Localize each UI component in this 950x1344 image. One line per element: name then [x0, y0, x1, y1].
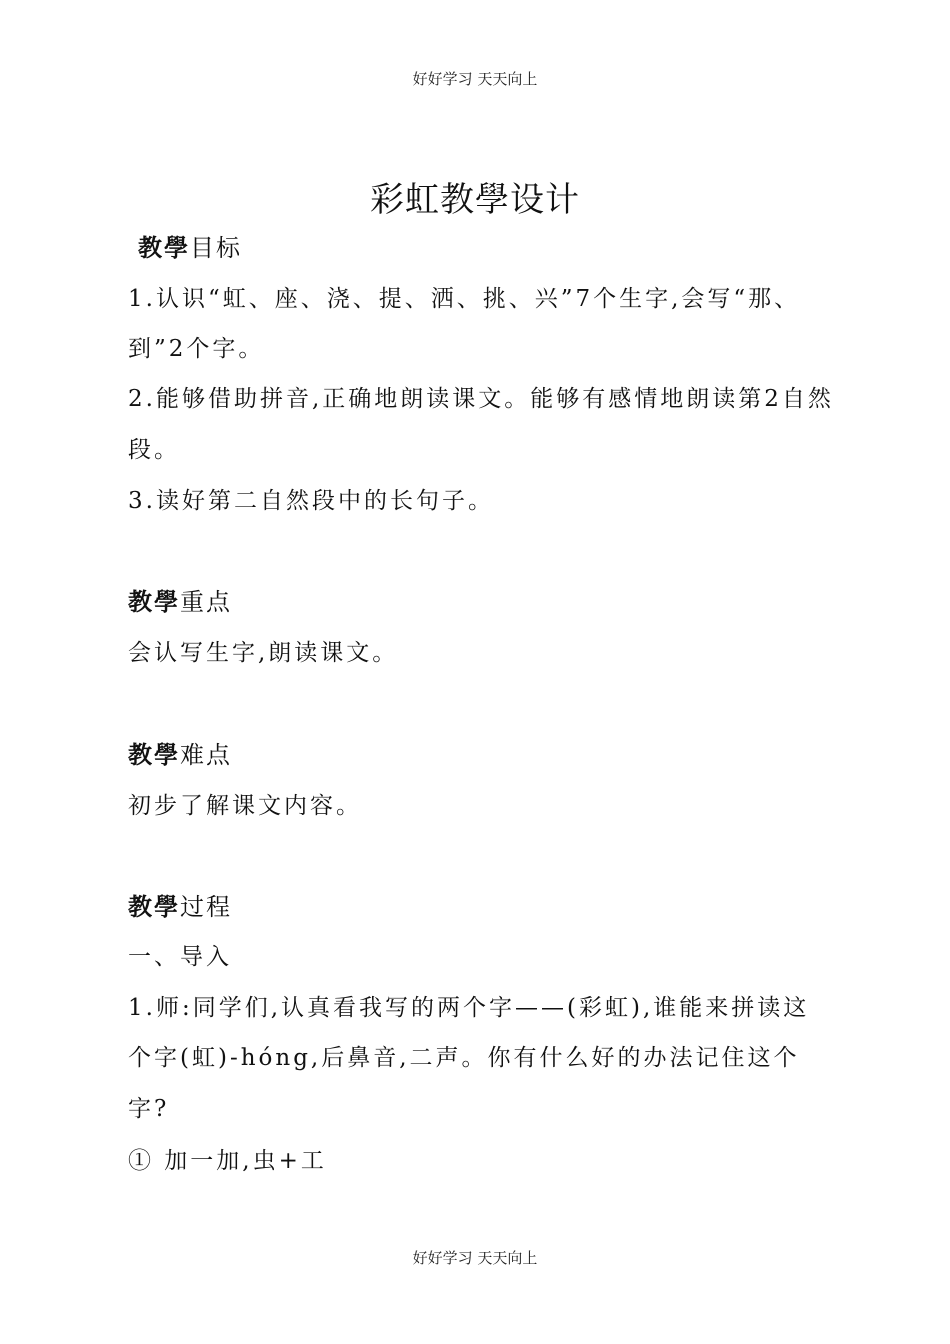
heading-rest-text: 重点	[180, 588, 232, 616]
heading-rest-text: 目标	[190, 234, 242, 262]
section-heading-process	[128, 892, 838, 922]
process-line-1: 一、导入	[128, 944, 232, 970]
heading-bold-text: 教學	[128, 741, 180, 769]
goals-line-4: 段。	[128, 437, 180, 463]
document-title: 彩虹教學设计	[370, 180, 580, 220]
process-line-4: 字?	[128, 1096, 170, 1122]
page-footer: 好好学习 天天向上	[412, 1249, 538, 1267]
goals-line-2: 到”2个字。	[128, 336, 265, 362]
heading-rest-text: 过程	[180, 893, 232, 921]
process-line-5: ① 加一加,虫+工	[128, 1148, 327, 1174]
heading-bold-text: 教學	[138, 234, 190, 262]
section-heading-key-points	[128, 587, 838, 617]
heading-bold-text: 教學	[128, 893, 180, 921]
section-heading-goals	[138, 233, 848, 263]
goals-line-1: 1.认识“虹、座、浇、提、洒、挑、兴”7个生字,会写“那、	[128, 286, 801, 312]
process-line-2: 1.师:同学们,认真看我写的两个字——(彩虹),谁能来拼读这	[128, 995, 810, 1021]
page-header: 好好学习 天天向上	[412, 70, 538, 88]
difficulties-line-1: 初步了解课文内容。	[128, 793, 362, 819]
goals-line-3: 2.能够借助拼音,正确地朗读课文。能够有感情地朗读第2自然	[128, 386, 834, 412]
section-heading-difficulties	[128, 740, 838, 770]
key-points-line-1: 会认写生字,朗读课文。	[128, 640, 399, 666]
goals-line-5: 3.读好第二自然段中的长句子。	[128, 488, 494, 514]
process-line-3: 个字(虹)-hóng,后鼻音,二声。你有什么好的办法记住这个	[128, 1045, 800, 1071]
heading-bold-text: 教學	[128, 588, 180, 616]
heading-rest-text: 难点	[180, 741, 232, 769]
